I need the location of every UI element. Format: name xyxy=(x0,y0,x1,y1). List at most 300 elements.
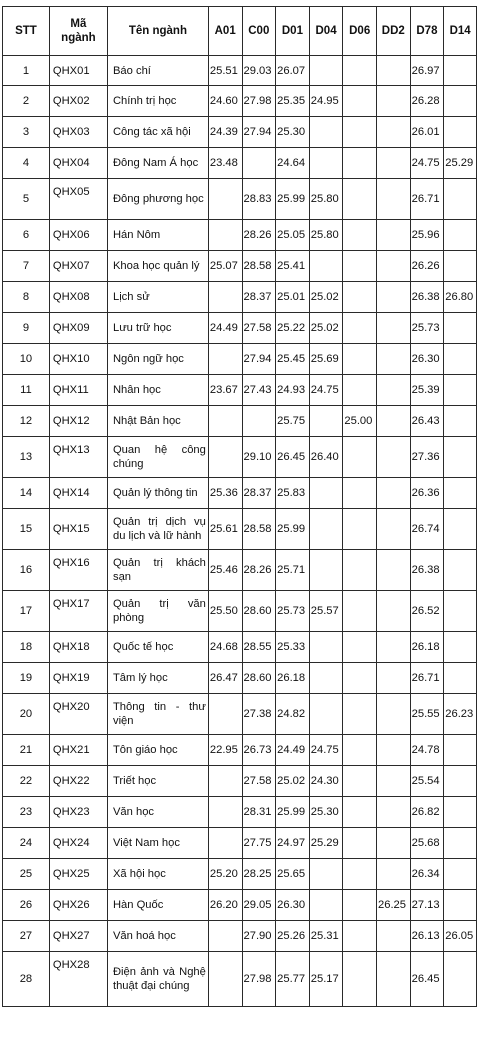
cell-ma-nganh: QHX22 xyxy=(49,766,107,797)
table-row xyxy=(3,86,477,117)
cell-score-d04 xyxy=(309,478,343,509)
cell-ma-nganh: QHX19 xyxy=(49,663,107,694)
cell-score-d04: 25.30 xyxy=(309,797,343,828)
cell-score-dd2 xyxy=(377,766,411,797)
cell-ten-nganh: Văn học xyxy=(107,797,208,828)
cell-score-d14 xyxy=(444,797,477,828)
cell-score-d04: 24.75 xyxy=(309,375,343,406)
cell-ten-nganh: Đông Nam Á học xyxy=(107,148,208,179)
cell-score-d06 xyxy=(343,663,377,694)
table-row xyxy=(3,375,477,406)
cell-ten-nganh: Nhật Bản học xyxy=(107,406,208,437)
cell-ma-nganh: QHX08 xyxy=(49,282,107,313)
cell-ma-nganh: QHX06 xyxy=(49,220,107,251)
cell-ma-nganh: QHX14 xyxy=(49,478,107,509)
cell-score-d01: 25.22 xyxy=(276,313,310,344)
cell-score-d06 xyxy=(343,478,377,509)
cell-score-d06 xyxy=(343,117,377,148)
cell-score-d14 xyxy=(444,591,477,632)
cell-score-a01: 25.46 xyxy=(208,550,242,591)
cell-score-d14: 25.29 xyxy=(444,148,477,179)
cell-score-d78: 26.74 xyxy=(410,509,444,550)
cell-score-dd2 xyxy=(377,828,411,859)
table-row xyxy=(3,437,477,478)
cell-score-dd2 xyxy=(377,591,411,632)
cell-score-dd2 xyxy=(377,117,411,148)
cell-ten-nganh: Lưu trữ học xyxy=(107,313,208,344)
cell-score-a01 xyxy=(208,694,242,735)
cell-stt: 20 xyxy=(3,694,50,735)
cell-score-d04: 25.29 xyxy=(309,828,343,859)
cell-score-d06 xyxy=(343,550,377,591)
cell-score-d78: 26.30 xyxy=(410,344,444,375)
table-row xyxy=(3,591,477,632)
table-row xyxy=(3,220,477,251)
cell-score-d78: 26.71 xyxy=(410,179,444,220)
cell-score-a01: 26.47 xyxy=(208,663,242,694)
cell-ma-nganh: QHX16 xyxy=(49,550,107,591)
cell-score-d14 xyxy=(444,509,477,550)
cell-score-d78: 25.68 xyxy=(410,828,444,859)
cell-ma-nganh: QHX21 xyxy=(49,735,107,766)
cell-score-d01: 25.35 xyxy=(276,86,310,117)
cell-ten-nganh: Quan hệ công chúng xyxy=(107,437,208,478)
cell-score-d14 xyxy=(444,859,477,890)
cell-ten-nganh: Tâm lý học xyxy=(107,663,208,694)
cell-score-d78: 26.43 xyxy=(410,406,444,437)
cell-score-d06 xyxy=(343,952,377,1007)
cell-stt: 26 xyxy=(3,890,50,921)
cell-score-d06 xyxy=(343,86,377,117)
cell-score-d01: 24.97 xyxy=(276,828,310,859)
cell-score-d78: 26.13 xyxy=(410,921,444,952)
cell-score-d78: 24.75 xyxy=(410,148,444,179)
cell-score-a01: 22.95 xyxy=(208,735,242,766)
cell-score-dd2 xyxy=(377,694,411,735)
cell-stt: 6 xyxy=(3,220,50,251)
cell-score-d14 xyxy=(444,952,477,1007)
cell-score-a01: 26.20 xyxy=(208,890,242,921)
cell-score-c00: 29.05 xyxy=(242,890,276,921)
cell-stt: 11 xyxy=(3,375,50,406)
cell-score-dd2 xyxy=(377,478,411,509)
cell-ten-nganh: Ngôn ngữ học xyxy=(107,344,208,375)
table-row xyxy=(3,632,477,663)
header-d06: D06 xyxy=(343,7,377,56)
cell-score-dd2 xyxy=(377,859,411,890)
cell-ten-nganh: Khoa học quản lý xyxy=(107,251,208,282)
cell-ten-nganh: Công tác xã hội xyxy=(107,117,208,148)
cell-score-d78: 26.28 xyxy=(410,86,444,117)
cell-score-d78: 25.39 xyxy=(410,375,444,406)
cell-stt: 24 xyxy=(3,828,50,859)
cell-ma-nganh: QHX09 xyxy=(49,313,107,344)
cell-score-d01: 25.83 xyxy=(276,478,310,509)
cell-ten-nganh: Quản trị văn phòng xyxy=(107,591,208,632)
cell-score-a01: 24.60 xyxy=(208,86,242,117)
cell-score-dd2 xyxy=(377,735,411,766)
cell-score-a01: 24.49 xyxy=(208,313,242,344)
cell-score-a01 xyxy=(208,437,242,478)
cell-ma-nganh: QHX11 xyxy=(49,375,107,406)
cell-score-d01: 25.77 xyxy=(276,952,310,1007)
cell-score-d06 xyxy=(343,828,377,859)
cell-score-dd2 xyxy=(377,797,411,828)
cell-score-d06 xyxy=(343,859,377,890)
cell-score-d04 xyxy=(309,663,343,694)
cell-stt: 8 xyxy=(3,282,50,313)
cell-stt: 4 xyxy=(3,148,50,179)
cell-score-d01: 25.05 xyxy=(276,220,310,251)
cell-score-d78: 27.36 xyxy=(410,437,444,478)
cell-stt: 13 xyxy=(3,437,50,478)
cell-score-d06 xyxy=(343,694,377,735)
cell-stt: 17 xyxy=(3,591,50,632)
cell-score-d78: 26.97 xyxy=(410,56,444,86)
cell-score-dd2 xyxy=(377,220,411,251)
cell-ten-nganh: Văn hoá học xyxy=(107,921,208,952)
cell-stt: 19 xyxy=(3,663,50,694)
cell-score-c00 xyxy=(242,406,276,437)
cell-score-d78: 26.01 xyxy=(410,117,444,148)
cell-score-d14 xyxy=(444,890,477,921)
cell-score-a01: 25.07 xyxy=(208,251,242,282)
table-row xyxy=(3,797,477,828)
cell-score-a01: 24.39 xyxy=(208,117,242,148)
cell-score-d04: 25.02 xyxy=(309,282,343,313)
cell-ten-nganh: Triết học xyxy=(107,766,208,797)
cell-score-d04 xyxy=(309,117,343,148)
cell-score-a01: 23.67 xyxy=(208,375,242,406)
cell-score-dd2 xyxy=(377,179,411,220)
cell-score-a01: 23.48 xyxy=(208,148,242,179)
cell-score-d14 xyxy=(444,251,477,282)
table-row xyxy=(3,735,477,766)
cell-score-a01: 25.20 xyxy=(208,859,242,890)
cell-ma-nganh: QHX23 xyxy=(49,797,107,828)
cell-score-c00 xyxy=(242,148,276,179)
cell-score-d06 xyxy=(343,437,377,478)
cell-score-dd2 xyxy=(377,550,411,591)
cell-score-d14 xyxy=(444,550,477,591)
cell-score-d01: 25.65 xyxy=(276,859,310,890)
cell-ten-nganh: Báo chí xyxy=(107,56,208,86)
cell-score-d06 xyxy=(343,375,377,406)
cell-score-dd2 xyxy=(377,509,411,550)
cell-ma-nganh: QHX03 xyxy=(49,117,107,148)
cell-ma-nganh: QHX01 xyxy=(49,56,107,86)
cell-score-dd2 xyxy=(377,632,411,663)
cell-ten-nganh: Quản trị khách sạn xyxy=(107,550,208,591)
cell-score-d06 xyxy=(343,344,377,375)
cell-score-d14 xyxy=(444,375,477,406)
cell-score-d78: 26.71 xyxy=(410,663,444,694)
cell-ma-nganh: QHX20 xyxy=(49,694,107,735)
cell-score-c00: 26.73 xyxy=(242,735,276,766)
cell-score-c00: 28.31 xyxy=(242,797,276,828)
cell-score-c00: 27.43 xyxy=(242,375,276,406)
table-row xyxy=(3,478,477,509)
cell-score-d06 xyxy=(343,509,377,550)
cell-score-dd2 xyxy=(377,148,411,179)
cell-stt: 15 xyxy=(3,509,50,550)
cell-score-dd2: 26.25 xyxy=(377,890,411,921)
cell-score-d01: 25.71 xyxy=(276,550,310,591)
cell-ten-nganh: Xã hội học xyxy=(107,859,208,890)
cell-score-a01: 25.36 xyxy=(208,478,242,509)
table-row xyxy=(3,694,477,735)
cell-score-c00: 29.03 xyxy=(242,56,276,86)
cell-ma-nganh: QHX18 xyxy=(49,632,107,663)
cell-score-d78: 25.55 xyxy=(410,694,444,735)
cell-ten-nganh: Hán Nôm xyxy=(107,220,208,251)
cell-score-d78: 25.73 xyxy=(410,313,444,344)
cell-score-d06 xyxy=(343,797,377,828)
cell-score-c00: 28.26 xyxy=(242,550,276,591)
cell-score-a01: 25.51 xyxy=(208,56,242,86)
cell-score-c00: 27.94 xyxy=(242,117,276,148)
cell-score-d04: 25.69 xyxy=(309,344,343,375)
cell-score-dd2 xyxy=(377,344,411,375)
cell-score-d06 xyxy=(343,251,377,282)
cell-score-c00: 28.37 xyxy=(242,282,276,313)
cell-stt: 9 xyxy=(3,313,50,344)
cell-score-d04 xyxy=(309,56,343,86)
cell-score-dd2 xyxy=(377,437,411,478)
header-a01: A01 xyxy=(208,7,242,56)
cell-score-d14 xyxy=(444,478,477,509)
cell-score-c00: 27.90 xyxy=(242,921,276,952)
cell-score-d14: 26.23 xyxy=(444,694,477,735)
cell-stt: 14 xyxy=(3,478,50,509)
cell-score-d14: 26.05 xyxy=(444,921,477,952)
cell-score-d14 xyxy=(444,344,477,375)
cell-score-c00: 27.58 xyxy=(242,313,276,344)
header-d14: D14 xyxy=(444,7,477,56)
header-ten-nganh: Tên ngành xyxy=(107,7,208,56)
cell-score-d14: 26.80 xyxy=(444,282,477,313)
cell-score-d14 xyxy=(444,313,477,344)
cell-score-d06 xyxy=(343,148,377,179)
cell-score-d04: 24.95 xyxy=(309,86,343,117)
cell-ma-nganh: QHX07 xyxy=(49,251,107,282)
cell-stt: 25 xyxy=(3,859,50,890)
cell-score-d04 xyxy=(309,632,343,663)
cell-score-dd2 xyxy=(377,406,411,437)
cell-ma-nganh: QHX13 xyxy=(49,437,107,478)
table-row xyxy=(3,313,477,344)
cell-score-d14 xyxy=(444,117,477,148)
cell-stt: 7 xyxy=(3,251,50,282)
cell-ten-nganh: Quản trị dịch vụ du lịch và lữ hành xyxy=(107,509,208,550)
cell-stt: 12 xyxy=(3,406,50,437)
cell-score-d04 xyxy=(309,509,343,550)
cell-score-d06 xyxy=(343,632,377,663)
cell-score-d78: 26.38 xyxy=(410,550,444,591)
cell-ma-nganh: QHX24 xyxy=(49,828,107,859)
cell-score-c00: 28.83 xyxy=(242,179,276,220)
cell-score-a01 xyxy=(208,766,242,797)
cell-score-dd2 xyxy=(377,952,411,1007)
cell-score-d01: 24.93 xyxy=(276,375,310,406)
cell-score-d06 xyxy=(343,591,377,632)
cell-score-d01: 25.41 xyxy=(276,251,310,282)
cell-score-c00: 27.38 xyxy=(242,694,276,735)
cell-score-a01 xyxy=(208,344,242,375)
cell-stt: 16 xyxy=(3,550,50,591)
cell-score-d06: 25.00 xyxy=(343,406,377,437)
cell-score-c00: 28.58 xyxy=(242,509,276,550)
cell-score-d04: 24.30 xyxy=(309,766,343,797)
table-row xyxy=(3,56,477,86)
cell-stt: 21 xyxy=(3,735,50,766)
cell-score-d01: 25.02 xyxy=(276,766,310,797)
cell-score-a01 xyxy=(208,179,242,220)
cell-ma-nganh: QHX10 xyxy=(49,344,107,375)
cell-score-d01: 26.45 xyxy=(276,437,310,478)
cell-score-c00: 27.94 xyxy=(242,344,276,375)
cell-stt: 3 xyxy=(3,117,50,148)
cell-score-dd2 xyxy=(377,251,411,282)
cell-score-d06 xyxy=(343,313,377,344)
cell-ma-nganh: QHX28 xyxy=(49,952,107,1007)
table-row xyxy=(3,282,477,313)
cell-score-d06 xyxy=(343,735,377,766)
table-row xyxy=(3,663,477,694)
cell-stt: 5 xyxy=(3,179,50,220)
cell-score-d14 xyxy=(444,766,477,797)
cell-score-d01: 25.33 xyxy=(276,632,310,663)
cell-ten-nganh: Nhân học xyxy=(107,375,208,406)
cell-score-d01: 25.99 xyxy=(276,179,310,220)
cell-ten-nganh: Tôn giáo học xyxy=(107,735,208,766)
cell-score-a01 xyxy=(208,282,242,313)
table-row xyxy=(3,766,477,797)
cell-ma-nganh: QHX12 xyxy=(49,406,107,437)
cell-stt: 18 xyxy=(3,632,50,663)
cell-score-d01: 24.64 xyxy=(276,148,310,179)
cell-score-c00: 28.55 xyxy=(242,632,276,663)
cell-score-d04 xyxy=(309,550,343,591)
cell-score-a01 xyxy=(208,406,242,437)
cell-score-c00: 27.98 xyxy=(242,86,276,117)
cell-score-d04: 25.57 xyxy=(309,591,343,632)
cell-score-d01: 25.30 xyxy=(276,117,310,148)
cell-stt: 10 xyxy=(3,344,50,375)
table-row xyxy=(3,251,477,282)
cell-score-d78: 26.34 xyxy=(410,859,444,890)
cell-score-d01: 26.30 xyxy=(276,890,310,921)
table-row xyxy=(3,890,477,921)
cell-score-d78: 26.26 xyxy=(410,251,444,282)
cell-score-d14 xyxy=(444,56,477,86)
cell-score-d06 xyxy=(343,282,377,313)
cell-score-a01 xyxy=(208,797,242,828)
header-dd2: DD2 xyxy=(377,7,411,56)
cell-score-a01: 25.61 xyxy=(208,509,242,550)
cell-ten-nganh: Chính trị học xyxy=(107,86,208,117)
cell-score-d04: 26.40 xyxy=(309,437,343,478)
cell-score-d14 xyxy=(444,437,477,478)
header-stt: STT xyxy=(3,7,50,56)
cell-score-d06 xyxy=(343,890,377,921)
cell-score-d04 xyxy=(309,694,343,735)
cell-score-d14 xyxy=(444,406,477,437)
cell-score-d78: 26.18 xyxy=(410,632,444,663)
cell-score-d01: 24.49 xyxy=(276,735,310,766)
cell-score-a01: 25.50 xyxy=(208,591,242,632)
cell-stt: 27 xyxy=(3,921,50,952)
cell-score-d04 xyxy=(309,148,343,179)
table-row xyxy=(3,550,477,591)
cell-ma-nganh: QHX15 xyxy=(49,509,107,550)
cell-score-d14 xyxy=(444,735,477,766)
cell-score-d06 xyxy=(343,921,377,952)
cell-ten-nganh: Hàn Quốc xyxy=(107,890,208,921)
cell-stt: 1 xyxy=(3,56,50,86)
cell-score-d04 xyxy=(309,859,343,890)
cell-score-d04 xyxy=(309,251,343,282)
cell-score-d04: 25.80 xyxy=(309,179,343,220)
cell-score-d06 xyxy=(343,56,377,86)
cell-score-d04: 25.02 xyxy=(309,313,343,344)
cell-score-c00: 27.58 xyxy=(242,766,276,797)
table-row xyxy=(3,406,477,437)
cell-ten-nganh: Quản lý thông tin xyxy=(107,478,208,509)
cell-score-d78: 25.96 xyxy=(410,220,444,251)
cell-score-dd2 xyxy=(377,375,411,406)
cell-score-c00: 28.58 xyxy=(242,251,276,282)
cell-score-d06 xyxy=(343,220,377,251)
cell-score-d01: 25.01 xyxy=(276,282,310,313)
cell-score-d78: 27.13 xyxy=(410,890,444,921)
cell-score-d01: 25.99 xyxy=(276,509,310,550)
cell-score-c00: 28.26 xyxy=(242,220,276,251)
cell-score-d06 xyxy=(343,766,377,797)
cell-score-d78: 24.78 xyxy=(410,735,444,766)
cell-score-c00: 27.75 xyxy=(242,828,276,859)
table-row xyxy=(3,952,477,1007)
table-row xyxy=(3,828,477,859)
cell-score-d78: 26.36 xyxy=(410,478,444,509)
cell-stt: 23 xyxy=(3,797,50,828)
cell-ten-nganh: Thông tin - thư viện xyxy=(107,694,208,735)
cell-score-d78: 26.82 xyxy=(410,797,444,828)
header-d78: D78 xyxy=(410,7,444,56)
cell-stt: 2 xyxy=(3,86,50,117)
table-row xyxy=(3,859,477,890)
cell-stt: 22 xyxy=(3,766,50,797)
cell-score-d04: 25.80 xyxy=(309,220,343,251)
table-row xyxy=(3,179,477,220)
cell-score-c00: 27.98 xyxy=(242,952,276,1007)
cell-score-dd2 xyxy=(377,663,411,694)
cell-score-d01: 24.82 xyxy=(276,694,310,735)
cell-score-d01: 25.73 xyxy=(276,591,310,632)
cell-ten-nganh: Lịch sử xyxy=(107,282,208,313)
cell-ten-nganh: Quốc tế học xyxy=(107,632,208,663)
header-c00: C00 xyxy=(242,7,276,56)
table-body xyxy=(3,56,477,1007)
cell-ten-nganh: Việt Nam học xyxy=(107,828,208,859)
cell-ma-nganh: QHX27 xyxy=(49,921,107,952)
cell-score-a01: 24.68 xyxy=(208,632,242,663)
cell-score-d01: 25.75 xyxy=(276,406,310,437)
cell-score-d14 xyxy=(444,663,477,694)
cell-score-d78: 26.45 xyxy=(410,952,444,1007)
table-row xyxy=(3,344,477,375)
cell-score-c00: 29.10 xyxy=(242,437,276,478)
